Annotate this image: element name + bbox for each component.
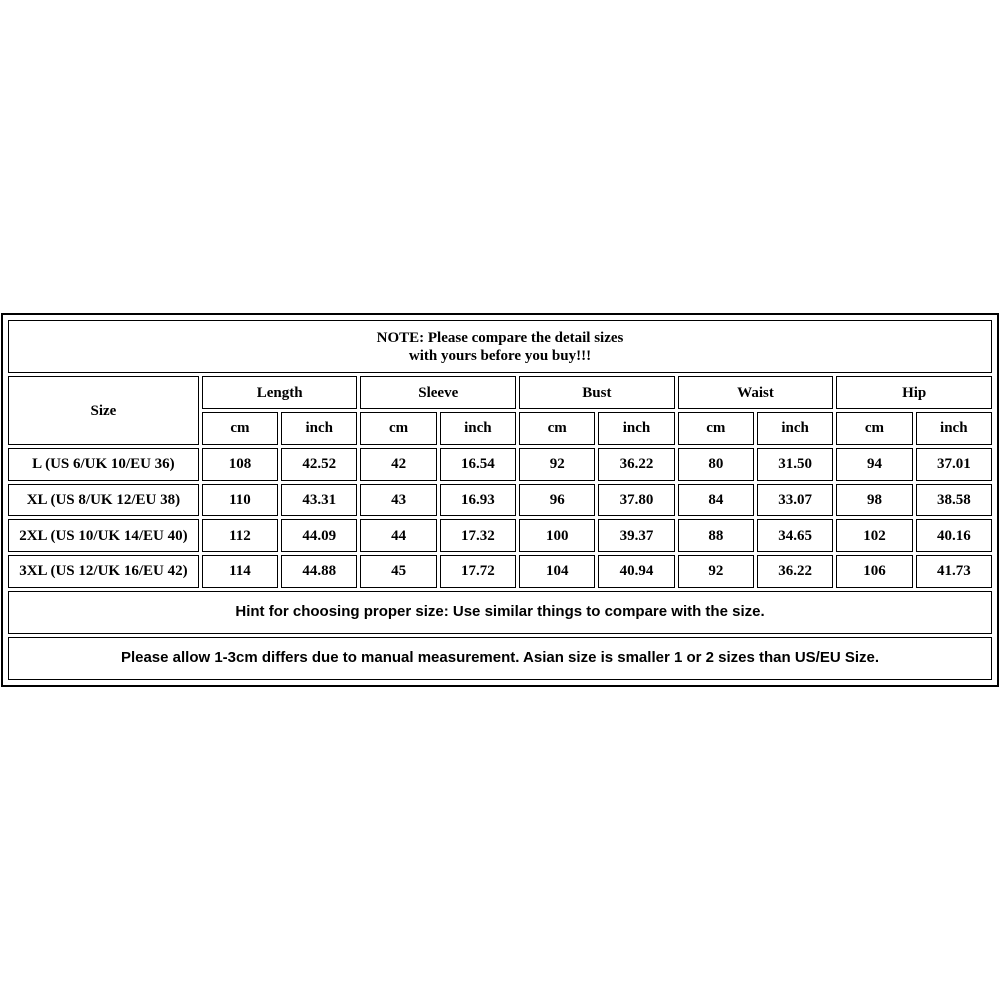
note-line-1: NOTE: Please compare the detail sizes bbox=[376, 329, 624, 346]
measurement-cell: 43.31 bbox=[281, 484, 357, 517]
group-header-bust: Bust bbox=[519, 376, 675, 409]
size-chart bbox=[1, 313, 999, 687]
measurement-cell: 112 bbox=[202, 519, 278, 552]
waist-inch-header: inch bbox=[757, 412, 833, 445]
measurement-cell: 36.22 bbox=[757, 555, 833, 588]
note-line-2: with yours before you buy!!! bbox=[408, 347, 592, 364]
hip-cm-header: cm bbox=[836, 412, 912, 445]
measurement-disclaimer: Please allow 1-3cm differs due to manual measurement. Asian size is smaller 1 or 2 sizes than US/EU Size. bbox=[8, 637, 992, 680]
measurement-cell: 16.54 bbox=[440, 448, 516, 481]
hip-inch-header: inch bbox=[916, 412, 992, 445]
measurement-cell: 36.22 bbox=[598, 448, 674, 481]
table-row bbox=[8, 484, 992, 517]
size-hint: Hint for choosing proper size: Use similar things to compare with the size. bbox=[8, 591, 992, 634]
measurement-cell: 94 bbox=[836, 448, 912, 481]
size-label: L (US 6/UK 10/EU 36) bbox=[8, 448, 199, 481]
measurement-cell: 104 bbox=[519, 555, 595, 588]
note-banner bbox=[8, 320, 992, 373]
measurement-cell: 44.88 bbox=[281, 555, 357, 588]
measurement-cell: 44.09 bbox=[281, 519, 357, 552]
bust-cm-header: cm bbox=[519, 412, 595, 445]
measurement-cell: 92 bbox=[678, 555, 754, 588]
sleeve-cm-header: cm bbox=[360, 412, 436, 445]
measurement-cell: 42.52 bbox=[281, 448, 357, 481]
size-column-header: Size bbox=[8, 376, 199, 445]
measurement-cell: 38.58 bbox=[916, 484, 992, 517]
group-header-waist: Waist bbox=[678, 376, 834, 409]
group-header-sleeve: Sleeve bbox=[360, 376, 516, 409]
measurement-cell: 17.72 bbox=[440, 555, 516, 588]
sleeve-inch-header: inch bbox=[440, 412, 516, 445]
measurement-cell: 37.80 bbox=[598, 484, 674, 517]
bust-inch-header: inch bbox=[598, 412, 674, 445]
measurement-cell: 33.07 bbox=[757, 484, 833, 517]
measurement-cell: 45 bbox=[360, 555, 436, 588]
measurement-cell: 108 bbox=[202, 448, 278, 481]
measurement-cell: 40.16 bbox=[916, 519, 992, 552]
measurement-cell: 92 bbox=[519, 448, 595, 481]
measurement-cell: 17.32 bbox=[440, 519, 516, 552]
table-row bbox=[8, 519, 992, 552]
length-cm-header: cm bbox=[202, 412, 278, 445]
size-table bbox=[5, 317, 995, 683]
measurement-cell: 98 bbox=[836, 484, 912, 517]
waist-cm-header: cm bbox=[678, 412, 754, 445]
measurement-cell: 110 bbox=[202, 484, 278, 517]
measurement-cell: 42 bbox=[360, 448, 436, 481]
measurement-cell: 84 bbox=[678, 484, 754, 517]
measurement-cell: 34.65 bbox=[757, 519, 833, 552]
table-row bbox=[8, 448, 992, 481]
measurement-cell: 40.94 bbox=[598, 555, 674, 588]
measurement-cell: 100 bbox=[519, 519, 595, 552]
size-label: XL (US 8/UK 12/EU 38) bbox=[8, 484, 199, 517]
group-header-hip: Hip bbox=[836, 376, 992, 409]
table-row bbox=[8, 555, 992, 588]
measurement-cell: 16.93 bbox=[440, 484, 516, 517]
measurement-cell: 80 bbox=[678, 448, 754, 481]
measurement-cell: 96 bbox=[519, 484, 595, 517]
measurement-cell: 102 bbox=[836, 519, 912, 552]
measurement-cell: 43 bbox=[360, 484, 436, 517]
length-inch-header: inch bbox=[281, 412, 357, 445]
measurement-cell: 88 bbox=[678, 519, 754, 552]
measurement-cell: 114 bbox=[202, 555, 278, 588]
measurement-cell: 41.73 bbox=[916, 555, 992, 588]
measurement-cell: 106 bbox=[836, 555, 912, 588]
measurement-cell: 44 bbox=[360, 519, 436, 552]
measurement-cell: 39.37 bbox=[598, 519, 674, 552]
group-header-length: Length bbox=[202, 376, 358, 409]
measurement-cell: 31.50 bbox=[757, 448, 833, 481]
size-label: 2XL (US 10/UK 14/EU 40) bbox=[8, 519, 199, 552]
measurement-cell: 37.01 bbox=[916, 448, 992, 481]
size-label: 3XL (US 12/UK 16/EU 42) bbox=[8, 555, 199, 588]
